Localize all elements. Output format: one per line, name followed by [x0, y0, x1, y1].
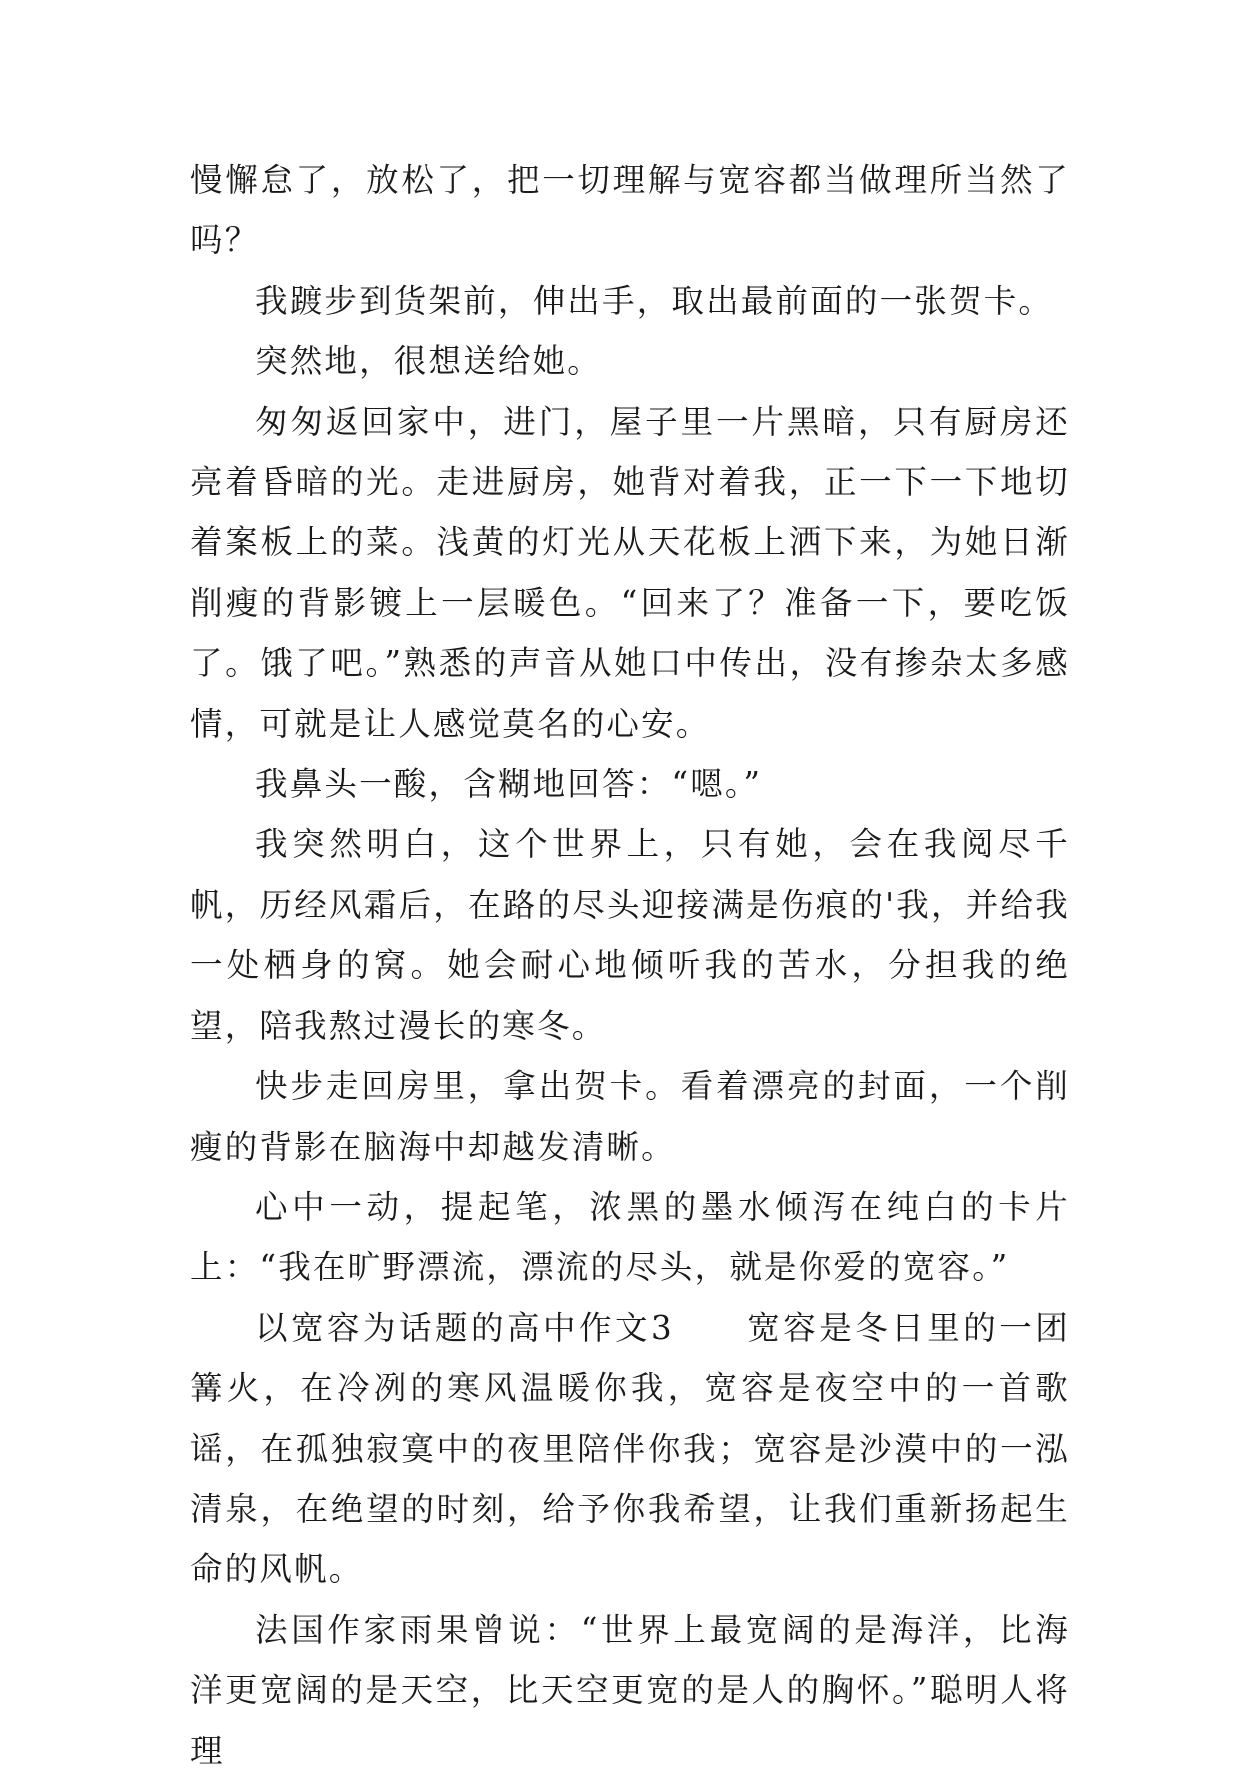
paragraph: 心中一动，提起笔，浓黑的墨水倾泻在纯白的卡片上：“我在旷野漂流，漂流的尽头，就是你爱的宽容。”	[190, 1187, 1070, 1287]
paragraph: 以宽容为话题的高中作文3 宽容是冬日里的一团篝火，在冷冽的寒风温暖你我，宽容是夜空中的一首歌谣，在孤独寂寞中的夜里陪伴你我；宽容是沙漠中的一泓清泉，在绝望的时刻，给予你我希望，让我们重新扬起生命的风帆。	[190, 1308, 1070, 1589]
paragraph: 快步走回房里，拿出贺卡。看着漂亮的封面，一个削瘦的背影在脑海中却越发清晰。	[190, 1067, 1070, 1166]
essay-text	[190, 150, 1070, 1781]
paragraph: 匆匆返回家中，进门，屋子里一片黑暗，只有厨房还亮着昏暗的光。走进厨房，她背对着我，正一下一下地切着案板上的菜。浅黄的灯光从天花板上洒下来，为她日渐削瘦的背影镀上一层暖色。“回来了？准备一下，要吃饭了。饿了吧。”熟悉的声音从她口中传出，没有掺杂太多感情，可就是让人感觉莫名的心安。	[190, 402, 1070, 743]
paragraph-continuation: 慢懈怠了，放松了，把一切理解与宽容都当做理所当然了吗？	[190, 161, 1070, 260]
paragraph: 法国作家雨果曾说：“世界上最宽阔的是海洋，比海洋更宽阔的是天空，比天空更宽的是人的胸怀。”聪明人将理	[190, 1610, 1070, 1770]
paragraph: 我踱步到货架前，伸出手，取出最前面的一张贺卡。	[255, 281, 1054, 320]
paragraph: 突然地，很想送给她。	[255, 342, 603, 381]
paragraph: 我突然明白，这个世界上，只有她，会在我阅尽千帆，历经风霜后，在路的尽头迎接满是伤痕的'我，并给我一处栖身的窝。她会耐心地倾听我的苦水，分担我的绝望，陪我熬过漫长的寒冬。	[190, 825, 1070, 1045]
paragraph: 我鼻头一酸，含糊地回答：“嗯。”	[255, 765, 763, 804]
